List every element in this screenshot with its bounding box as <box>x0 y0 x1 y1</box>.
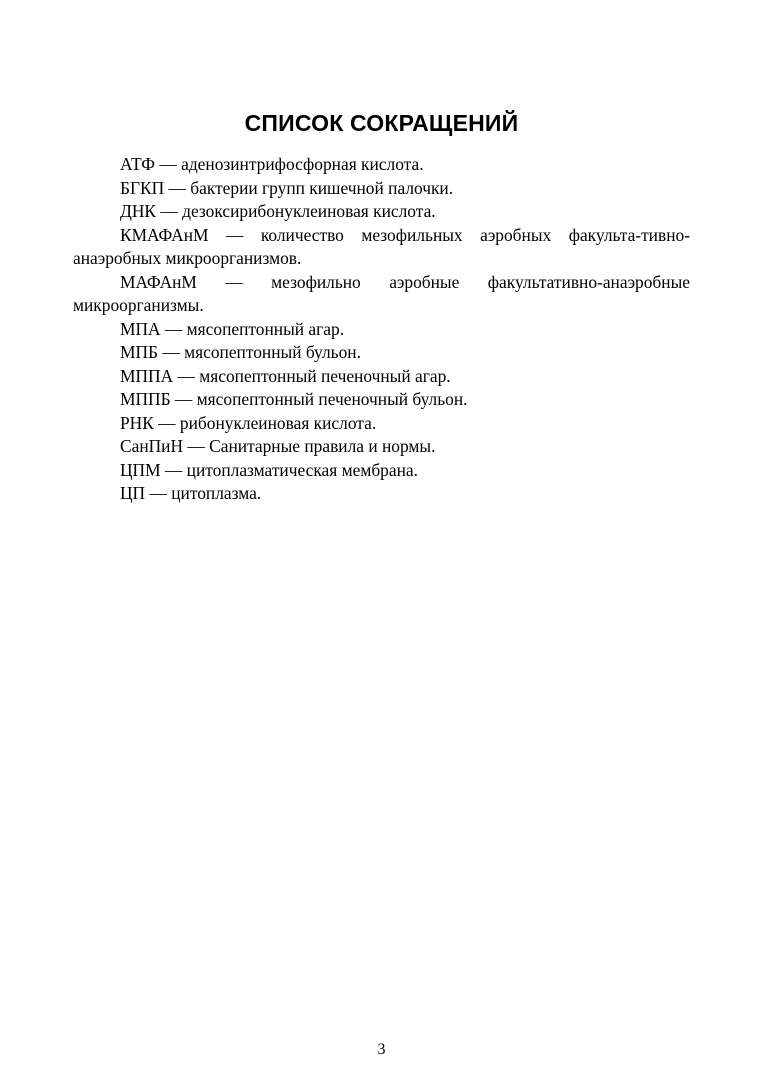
abbreviation-entry: АТФ — аденозинтрифосфорная кислота. <box>120 154 424 174</box>
abbreviation-entry: МПА — мясопептонный агар. <box>120 318 345 339</box>
abbreviation-entry: СанПиН — Санитарные правила и нормы. <box>120 436 436 456</box>
abbreviation-entry: ДНК — дезоксирибонуклеиновая кислота. <box>120 201 436 221</box>
abbreviation-entry: БГКП — бактерии групп кишечной палочки. <box>120 177 454 198</box>
page-title: СПИСОК СОКРАЩЕНИЙ <box>244 110 519 136</box>
abbreviation-entry: МАФАнМ — мезофильно аэробные факультативно-анаэробные микроорганизмы. <box>73 271 690 315</box>
abbreviation-entry: ЦП — цитоплазма. <box>120 483 262 503</box>
abbreviation-entry: РНК — рибонуклеиновая кислота. <box>120 412 377 433</box>
abbreviation-entry: ЦПМ — цитоплазматическая мембрана. <box>120 459 418 480</box>
abbreviation-entry: МППА — мясопептонный печеночный агар. <box>120 365 451 386</box>
abbreviation-entry: МППБ — мясопептонный печеночный бульон. <box>120 389 468 409</box>
abbreviation-entry: КМАФАнМ — количество мезофильных аэробных факульта-тивно-анаэробных микроорганизмов. <box>73 224 690 268</box>
abbreviation-entry: МПБ — мясопептонный бульон. <box>120 342 361 362</box>
page-number: 3 <box>377 1041 386 1058</box>
abbreviation-list <box>73 153 690 506</box>
